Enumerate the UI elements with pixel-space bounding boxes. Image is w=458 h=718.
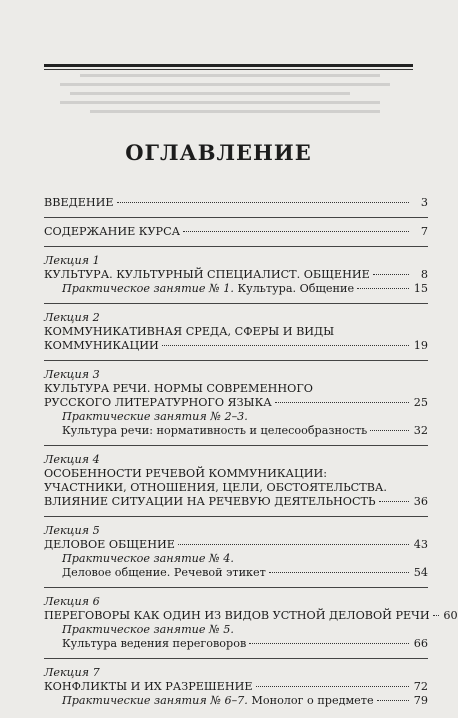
leader-dots [373, 274, 409, 275]
table-of-contents [44, 196, 458, 708]
entry-text: КОНФЛИКТЫ И ИХ РАЗРЕШЕНИЕ [44, 680, 253, 693]
entry-text: ВВЕДЕНИЕ [44, 196, 114, 209]
separator [44, 246, 428, 247]
page-number: 32 [413, 424, 428, 437]
lecture-label: Лекция 4 [44, 453, 100, 466]
leader-dots [357, 288, 409, 289]
header-rule-thin [44, 69, 413, 70]
leader-dots [256, 686, 409, 687]
page-title: ОГЛАВЛЕНИЕ [125, 140, 312, 165]
bleed-through-text [60, 68, 410, 119]
entry-text: ПЕРЕГОВОРЫ КАК ОДИН ИЗ ВИДОВ УСТНОЙ ДЕЛОВОЙ РЕЧИ [44, 609, 430, 622]
entry-text: Монолог о предмете [247, 694, 374, 707]
entry-text-line: УЧАСТНИКИ, ОТНОШЕНИЯ, ЦЕЛИ, ОБСТОЯТЕЛЬСТВА. [44, 481, 387, 494]
lecture-label: Лекция 6 [44, 595, 100, 608]
practice-label: Практическое занятие № 5. [62, 623, 234, 636]
practice-label: Практические занятия № 6–7. [62, 694, 248, 707]
entry-text: Культура. Общение [233, 282, 355, 295]
practice-label: Практическое занятие № 4. [62, 552, 234, 565]
lecture-label: Лекция 3 [44, 368, 100, 381]
leader-dots [117, 202, 409, 203]
entry-text: РУССКОГО ЛИТЕРАТУРНОГО ЯЗЫКА [44, 396, 272, 409]
page-number: 43 [413, 538, 428, 551]
entry-text: Культура речи: нормативность и целесообразность [62, 424, 368, 437]
toc-entry-practice [44, 694, 428, 708]
toc-entry-lecture-heading [44, 538, 428, 552]
page-number: 7 [420, 225, 428, 238]
lecture-label: Лекция 1 [44, 254, 100, 267]
toc-entry-intro [44, 196, 428, 210]
leader-dots [269, 572, 409, 573]
lecture-label: Лекция 5 [44, 524, 100, 537]
leader-dots [275, 402, 409, 403]
page-number: 66 [413, 637, 428, 650]
toc-entry-lecture-heading [44, 680, 428, 694]
page-number: 8 [420, 268, 428, 281]
lecture-label: Лекция 2 [44, 311, 100, 324]
entry-text: КОММУНИКАЦИИ [44, 339, 159, 352]
separator [44, 303, 428, 304]
page-number: 25 [413, 396, 428, 409]
leader-dots [433, 615, 439, 616]
toc-entry-practice [44, 566, 428, 580]
entry-text-line: ОСОБЕННОСТИ РЕЧЕВОЙ КОММУНИКАЦИИ: [44, 467, 328, 480]
page-number: 15 [413, 282, 428, 295]
separator [44, 217, 428, 218]
page-number: 36 [413, 495, 428, 508]
leader-dots [162, 345, 409, 346]
entry-text: ДЕЛОВОЕ ОБЩЕНИЕ [44, 538, 175, 551]
entry-text: КУЛЬТУРА. КУЛЬТУРНЫЙ СПЕЦИАЛИСТ. ОБЩЕНИЕ [44, 268, 370, 281]
lecture-label: Лекция 7 [44, 666, 100, 679]
toc-entry-lecture-heading [44, 396, 428, 410]
entry-text: Культура ведения переговоров [62, 637, 247, 650]
leader-dots [377, 700, 409, 701]
page-number: 72 [413, 680, 428, 693]
toc-entry-lecture-heading [44, 609, 458, 623]
separator [44, 516, 428, 517]
toc-entry-lecture-heading [44, 268, 428, 282]
page-number: 54 [413, 566, 428, 579]
leader-dots [379, 501, 409, 502]
header-rule-thick [44, 64, 413, 67]
separator [44, 360, 428, 361]
separator [44, 445, 428, 446]
entry-text: Деловое общение. Речевой этикет [62, 566, 266, 579]
page-number: 19 [413, 339, 428, 352]
practice-label: Практические занятия № 2–3. [62, 410, 248, 423]
toc-entry-lecture-heading [44, 495, 428, 509]
entry-text-line: КОММУНИКАТИВНАЯ СРЕДА, СФЕРЫ И ВИДЫ [44, 325, 335, 338]
toc-entry-lecture-heading [44, 339, 428, 353]
toc-entry-practice [44, 282, 428, 296]
separator [44, 587, 428, 588]
page-number: 60 [443, 609, 458, 622]
page-number: 79 [413, 694, 428, 707]
leader-dots [178, 544, 409, 545]
entry-text: СОДЕРЖАНИЕ КУРСА [44, 225, 181, 238]
entry-text: ВЛИЯНИЕ СИТУАЦИИ НА РЕЧЕВУЮ ДЕЯТЕЛЬНОСТЬ [44, 495, 376, 508]
leader-dots [249, 643, 409, 644]
toc-entry-practice [44, 637, 428, 651]
practice-label: Практическое занятие № 1. [62, 282, 234, 295]
page-number: 3 [420, 196, 428, 209]
entry-text-line: КУЛЬТУРА РЕЧИ. НОРМЫ СОВРЕМЕННОГО [44, 382, 313, 395]
separator [44, 658, 428, 659]
leader-dots [183, 231, 409, 232]
leader-dots [370, 430, 409, 431]
toc-entry-practice [44, 424, 428, 438]
toc-entry-course [44, 225, 428, 239]
